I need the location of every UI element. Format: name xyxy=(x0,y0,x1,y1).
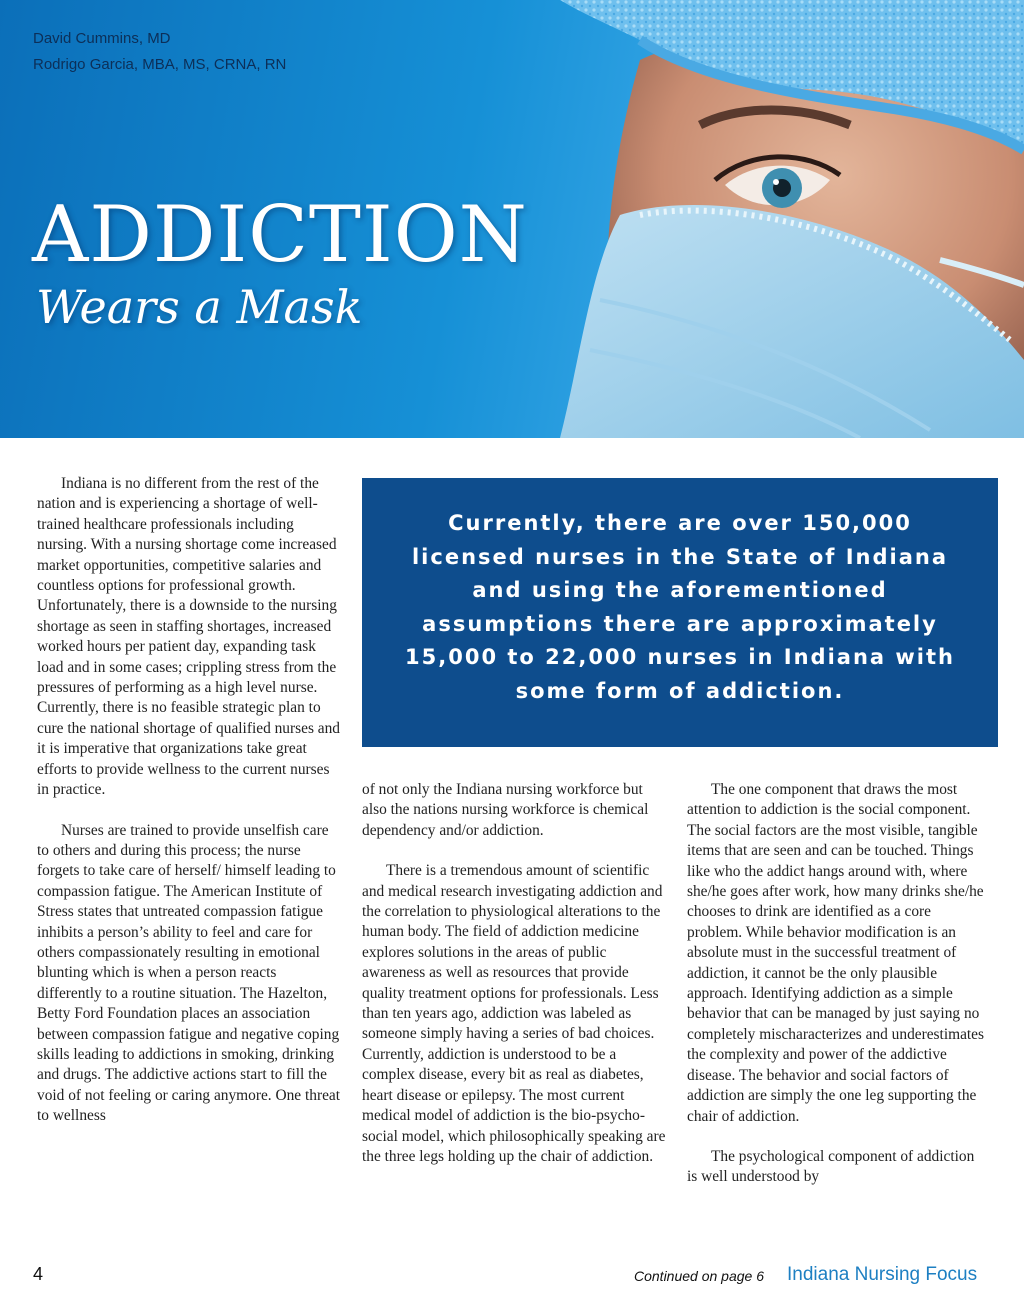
paragraph: The one component that draws the most attention to addiction is the social component. The social factors are the most visible, tangible items that are seen and can be touched. Things like who the addict hangs around with, where she/he goes after work, how many drinks she/he chooses to drink are identified as a core problem. While behavior modification is an absolute must in the successful treatment of addiction, it cannot be the only plausible approach. Identifying addiction as a simple behavior that can be managed by just saying no completely mischaracterizes and underestimates the complexity and power of the addictive disease. The behavior and social factors of addiction are simply the one leg supporting the chair of addiction. xyxy=(687,781,984,1125)
author-2: Rodrigo Garcia, MBA, MS, CRNA, RN xyxy=(33,56,287,73)
paragraph: The psychological component of addiction is well understood by xyxy=(687,1147,975,1186)
column-3 xyxy=(687,780,987,1208)
article-title: ADDICTION xyxy=(32,190,528,280)
paragraph: Indiana is no different from the rest of the nation and is experiencing a shortage of well-trained healthcare professionals including nursing. With a nursing shortage come increased market opportunities, competitive salaries and countless options for professional growth. Unfortunately, there is a downside to the nursing shortage as seen in staffing shortages, increased worked hours per patient day, expanding task load and in some cases; crippling stress from the pressures of performing as a high level nurse. Currently, there is no feasible strategic plan to cure the national shortage of qualified nurses and it is imperative that organizations take great efforts to provide wellness to the current nurses in practice. xyxy=(37,475,341,799)
page-number: 4 xyxy=(33,1264,44,1284)
article-subtitle: Wears a Mask xyxy=(36,280,363,334)
publication-name: Indiana Nursing Focus xyxy=(787,1264,978,1285)
column-2 xyxy=(362,780,667,1187)
paragraph: Nurses are trained to provide unselfish care to others and during this process; the nurse forgets to take care of herself/ himself leading to compassion fatigue. The American Institute of Stress states that untreated compassion fatigue inhibits a person’s ability to feel and care for others compassionately resulting in emotional blunting which is when a person reacts differently to a routine situation. The Hazelton, Betty Ford Foundation places an association between compassion fatigue and negative coping skills leading to addictions in smoking, drinking and drugs. The addictive actions start to fill the void of not feeling or caring anymore. One threat to wellness xyxy=(37,821,341,1125)
paragraph: There is a tremendous amount of scientific and medical research investigating addiction and the correlation to physiological alterations to the human body. The field of addiction medicine explores solutions in the areas of public awareness as well as resources that provide quality treatment options for professionals. Less than ten years ago, addiction was labeled as someone simply having a series of bad choices. Currently, addiction is understood to be a complex disease, every bit as real as diabetes, heart disease or epilepsy. The most current medical model of addiction is the bio-psycho-social model, which philosophically speaking are the three legs holding up the chair of addiction. xyxy=(362,862,666,1165)
hero-banner xyxy=(0,0,1024,438)
pull-quote-box xyxy=(362,478,998,747)
continued-note: Continued on page 6 xyxy=(634,1268,764,1284)
author-list xyxy=(33,26,286,78)
pull-quote-text: Currently, there are over 150,000 licensed nurses in the State of Indiana and using the aforementioned assumptions there are approximately 15,000 to 22,000 nurses in Indiana with some form of addiction. xyxy=(405,511,955,703)
column-1 xyxy=(37,474,342,1147)
paragraph: of not only the Indiana nursing workforce but also the nations nursing workforce is chemical dependency and/or addiction. xyxy=(362,781,649,839)
author-1: David Cummins, MD xyxy=(33,30,171,47)
